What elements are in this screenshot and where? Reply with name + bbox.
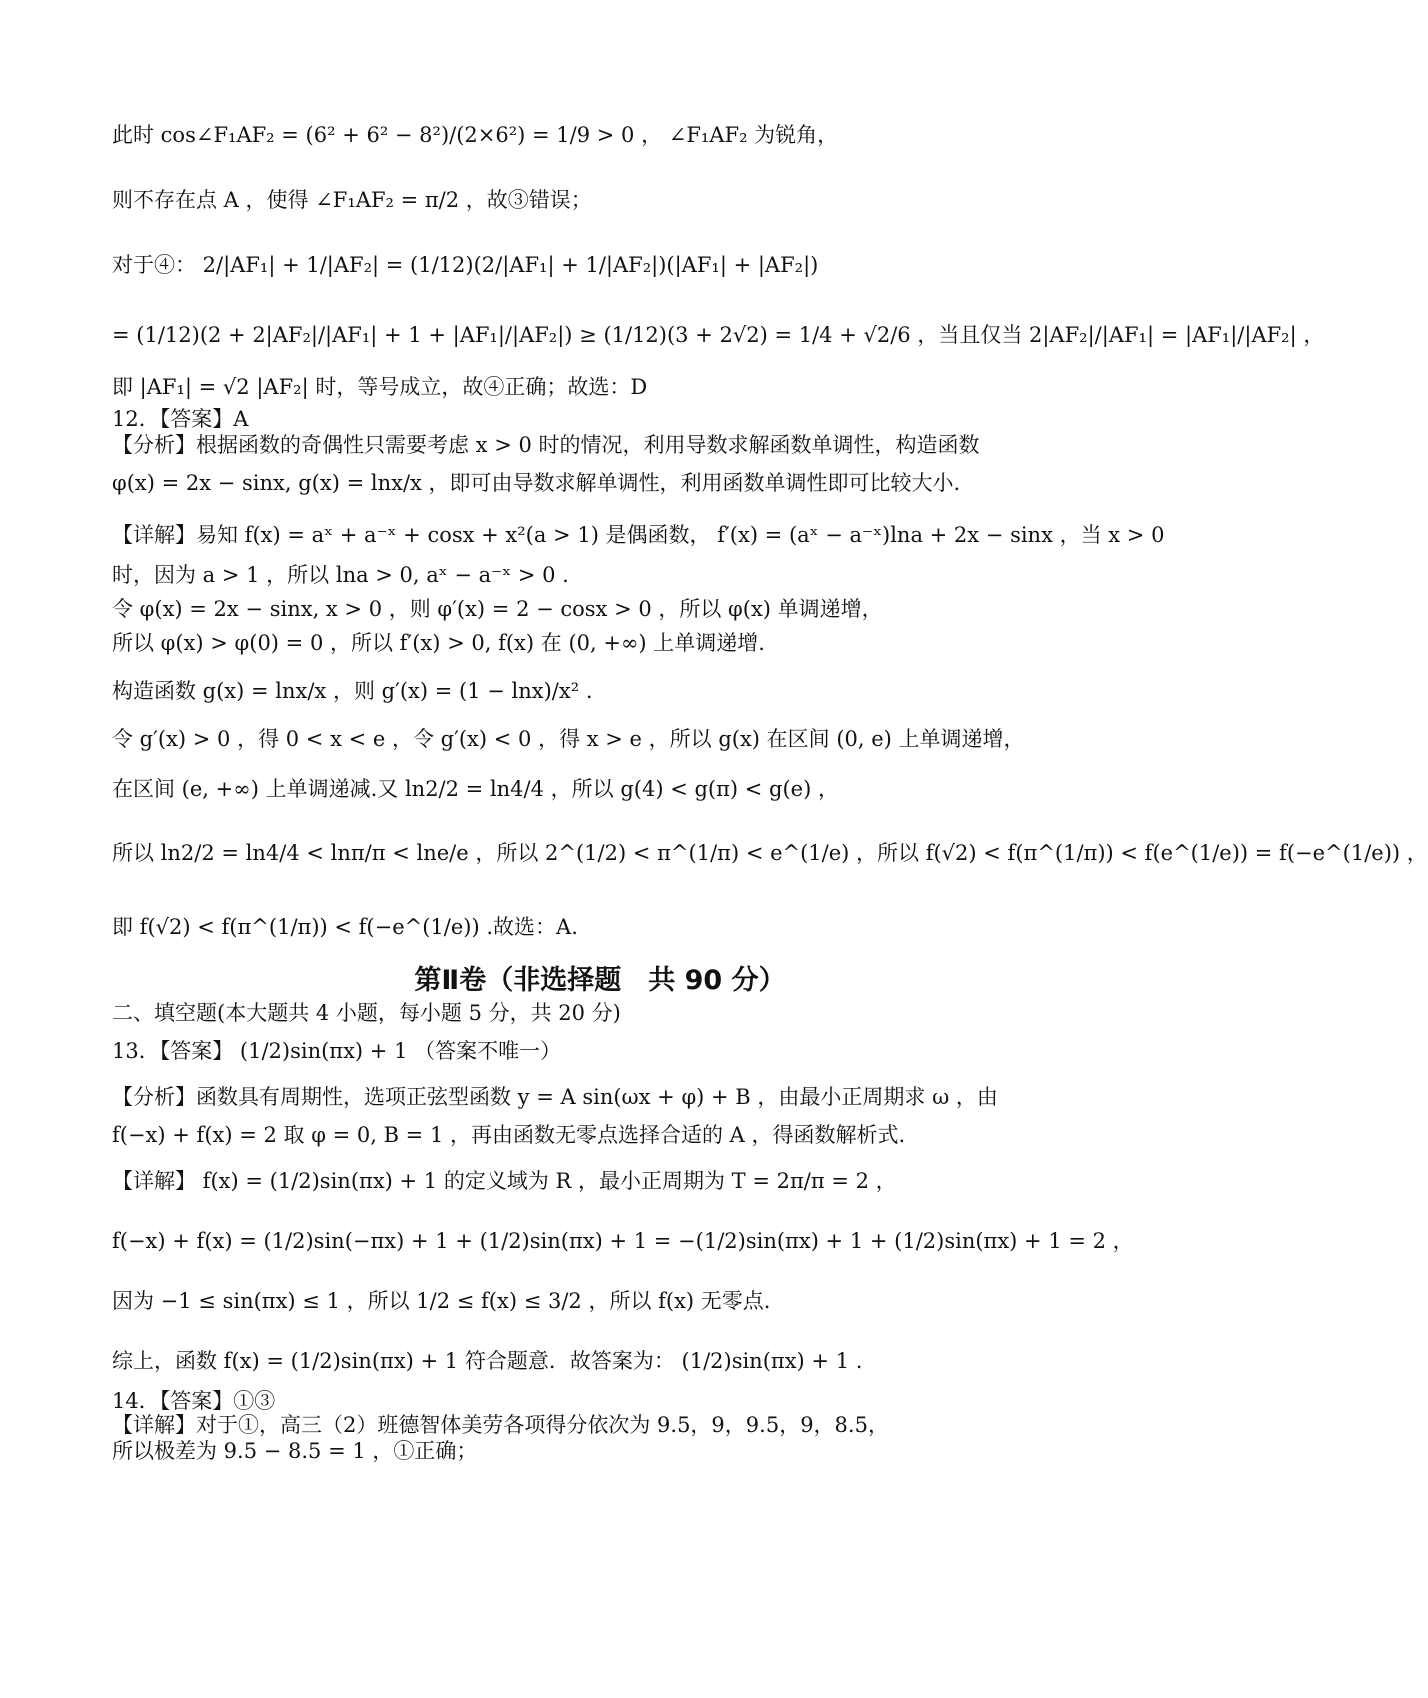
text-line-l26: 14．【答案】①③ (112, 1389, 276, 1413)
text-line-l09: 【详解】易知 f(x) = aˣ + a⁻ˣ + cosx + x²(a > 1) 是偶函数， f′(x) = (aˣ − a⁻ˣ)lna + 2x − sinx ，当 x > 0 (112, 523, 1165, 547)
text-line-l25: 综上，函数 f(x) = (1/2)sin(πx) + 1 符合题意．故答案为： (1/2)sin(πx) + 1 . (112, 1349, 863, 1373)
text-line-l12: 所以 φ(x) > φ(0) = 0 ，所以 f′(x) > 0, f(x) 在 (0, +∞) 上单调递增. (112, 631, 765, 655)
text-line-l19: 13．【答案】 (1/2)sin(πx) + 1 （答案不唯一） (112, 1039, 562, 1063)
text-line-l20: 【分析】函数具有周期性，选项正弦型函数 y = A sin(ωx + φ) + B ，由最小正周期求 ω ，由 (112, 1085, 998, 1109)
text-line-l28: 所以极差为 9.5 − 8.5 = 1 ，①正确； (112, 1439, 478, 1463)
text-line-l03: 对于④： 2/|AF₁| + 1/|AF₂| = (1/12)(2/|AF₁| + 1/|AF₂|)(|AF₁| + |AF₂|) (112, 253, 819, 277)
text-line-l18: 二、填空题(本大题共 4 小题，每小题 5 分，共 20 分) (112, 1001, 621, 1025)
section-title: 第Ⅱ卷（非选择题 共 90 分） (414, 965, 786, 996)
text-line-l07: 【分析】根据函数的奇偶性只需要考虑 x > 0 时的情况，利用导数求解函数单调性，构造函数 (112, 433, 980, 457)
text-line-l10: 时，因为 a > 1 ，所以 lna > 0, aˣ − a⁻ˣ > 0 . (112, 563, 569, 587)
text-line-l04: = (1/12)(2 + 2|AF₂|/|AF₁| + 1 + |AF₁|/|AF₂|) ≥ (1/12)(3 + 2√2) = 1/4 + √2/6 ，当且仅当 2|AF₂|/|AF₁| = |AF₁|/|AF₂| ， (112, 323, 1325, 347)
text-line-l14: 令 g′(x) > 0 ，得 0 < x < e ，令 g′(x) < 0 ，得 x > e ，所以 g(x) 在区间 (0, e) 上单调递增， (112, 727, 1025, 751)
text-line-l05: 即 |AF₁| = √2 |AF₂| 时，等号成立，故④正确；故选：D (112, 375, 648, 399)
text-line-l06: 12．【答案】A (112, 407, 249, 431)
text-line-l24: 因为 −1 ≤ sin(πx) ≤ 1 ，所以 1/2 ≤ f(x) ≤ 3/2 ，所以 f(x) 无零点. (112, 1289, 771, 1313)
text-line-l02: 则不存在点 A ，使得 ∠F₁AF₂ = π/2 ，故③错误； (112, 188, 592, 212)
text-line-l08: φ(x) = 2x − sinx, g(x) = lnx/x ，即可由导数求解单调性，利用函数单调性即可比较大小. (112, 471, 961, 495)
text-line-l15: 在区间 (e, +∞) 上单调递减.又 ln2/2 = ln4/4 ，所以 g(4) < g(π) < g(e) ， (112, 777, 839, 801)
text-line-l23: f(−x) + f(x) = (1/2)sin(−πx) + 1 + (1/2)sin(πx) + 1 = −(1/2)sin(πx) + 1 + (1/2)sin(πx) + 1 = 2 ， (112, 1229, 1134, 1253)
text-line-l21: f(−x) + f(x) = 2 取 φ = 0, B = 1 ，再由函数无零点选择合适的 A ，得函数解析式. (112, 1123, 906, 1147)
text-line-l22: 【详解】 f(x) = (1/2)sin(πx) + 1 的定义域为 R ，最小正周期为 T = 2π/π = 2 ， (112, 1169, 897, 1193)
text-line-l11: 令 φ(x) = 2x − sinx, x > 0 ，则 φ′(x) = 2 − cosx > 0 ，所以 φ(x) 单调递增， (112, 597, 883, 621)
text-line-l13: 构造函数 g(x) = lnx/x ，则 g′(x) = (1 − lnx)/x² . (112, 679, 593, 703)
text-line-l27: 【详解】对于①，高三（2）班德智体美劳各项得分依次为 9.5，9，9.5，9，8.5， (112, 1413, 889, 1437)
text-line-l16: 所以 ln2/2 = ln4/4 < lnπ/π < lne/e ，所以 2^(1/2) < π^(1/π) < e^(1/e) ，所以 f(√2) < f(π^(1/π)) < f(e^(1/e)) = f(−e^(1/e)) ， (112, 841, 1428, 865)
text-line-l01: 此时 cos∠F₁AF₂ = (6² + 6² − 8²)/(2×6²) = 1/9 > 0 ， ∠F₁AF₂ 为锐角， (112, 123, 839, 147)
text-line-l17: 即 f(√2) < f(π^(1/π)) < f(−e^(1/e)) .故选：A. (112, 915, 578, 939)
